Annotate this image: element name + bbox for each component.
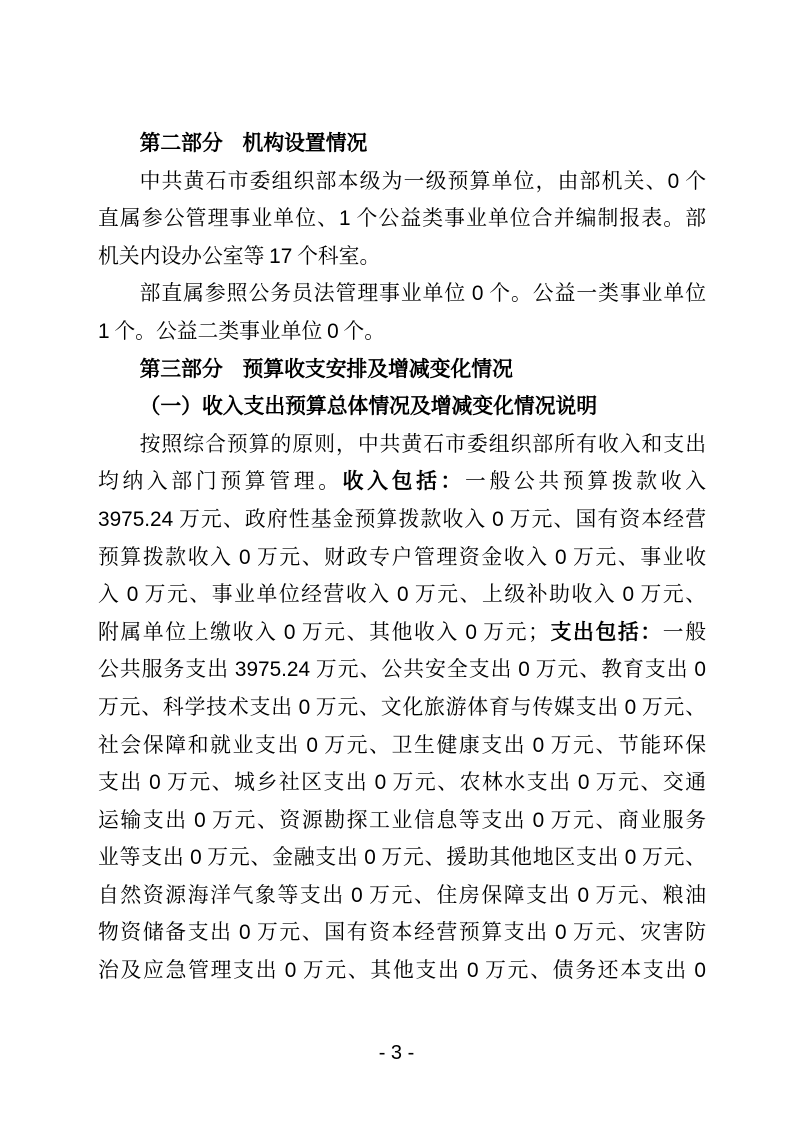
text-line	[98, 614, 706, 652]
text-line	[98, 275, 706, 313]
text-line	[98, 727, 706, 765]
text-line	[98, 764, 706, 802]
text-segment: 第三部分	[139, 357, 223, 381]
document-body	[98, 125, 706, 990]
text-line	[98, 313, 706, 351]
text-segment: 运输支出 0 万元、资源勘探工业信息等支出 0 万元、商业服务	[98, 808, 706, 832]
text-line	[98, 463, 706, 501]
text-line	[98, 952, 706, 990]
text-segment: 公共服务支出 3975.24 万元、公共安全支出 0 万元、教育支出 0	[98, 658, 706, 682]
text-line	[98, 802, 706, 840]
text-segment: 中共黄石市委组织部本级为一级预算单位，由部机关、0 个	[139, 169, 706, 193]
text-segment: 部直属参照公务员法管理事业单位 0 个。公益一类事业单位	[139, 282, 706, 306]
text-segment: 物资储备支出 0 万元、国有资本经营预算支出 0 万元、灾害防	[98, 921, 706, 945]
subsection-heading-1	[98, 388, 706, 426]
text-segment: 一般公共预算拨款收入	[465, 470, 706, 494]
text-segment: 3975.24 万元、政府性基金预算拨款收入 0 万元、国有资本经营	[98, 507, 706, 531]
text-segment: 第二部分	[139, 132, 223, 155]
text-line	[98, 539, 706, 577]
text-line	[98, 163, 706, 201]
text-line	[98, 839, 706, 877]
text-segment: 直属参公管理事业单位、1 个公益类事业单位合并编制报表。部	[98, 207, 706, 231]
text-segment: 万元、科学技术支出 0 万元、文化旅游体育与传媒支出 0 万元、	[98, 695, 706, 719]
text-segment: 预算收支安排及增减变化情况	[242, 357, 513, 381]
text-segment: 一般	[662, 620, 706, 644]
text-segment: 支出 0 万元、城乡社区支出 0 万元、农林水支出 0 万元、交通	[98, 771, 706, 795]
text-line	[98, 238, 706, 276]
text-segment: 1 个。公益二类事业单位 0 个。	[98, 319, 386, 343]
text-segment: 预算拨款收入 0 万元、财政专户管理资金收入 0 万元、事业收	[98, 545, 706, 569]
text-segment: 自然资源海洋气象等支出 0 万元、住房保障支出 0 万元、粮油	[98, 883, 706, 907]
text-line	[98, 501, 706, 539]
text-segment: 按照综合预算的原则，中共黄石市委组织部所有收入和支出	[139, 432, 706, 456]
text-segment: 业等支出 0 万元、金融支出 0 万元、援助其他地区支出 0 万元、	[98, 846, 706, 870]
text-line	[98, 200, 706, 238]
text-line	[98, 914, 706, 952]
page-number: - 3 -	[378, 1042, 415, 1064]
text-segment: 附属单位上缴收入 0 万元、其他收入 0 万元；	[98, 620, 549, 644]
text-segment: 社会保障和就业支出 0 万元、卫生健康支出 0 万元、节能环保	[98, 733, 706, 757]
text-segment: 治及应急管理支出 0 万元、其他支出 0 万元、债务还本支出 0	[98, 959, 706, 983]
emphasis-text: 收入包括：	[342, 470, 466, 494]
text-line	[98, 651, 706, 689]
text-segment: 入 0 万元、事业单位经营收入 0 万元、上级补助收入 0 万元、	[98, 583, 706, 607]
text-segment: （一）收入支出预算总体情况及增减变化情况说明	[139, 395, 598, 419]
text-line	[98, 426, 706, 464]
emphasis-text: 支出包括：	[548, 620, 663, 644]
text-segment: 均纳入部门预算管理。	[98, 470, 343, 494]
text-segment: 机构设置情况	[242, 132, 368, 155]
section-heading-part3	[98, 351, 706, 389]
text-line	[98, 877, 706, 915]
section-heading-part2	[98, 125, 706, 163]
text-line	[98, 689, 706, 727]
text-segment: 机关内设办公室等 17 个科室。	[98, 244, 381, 268]
text-line	[98, 576, 706, 614]
